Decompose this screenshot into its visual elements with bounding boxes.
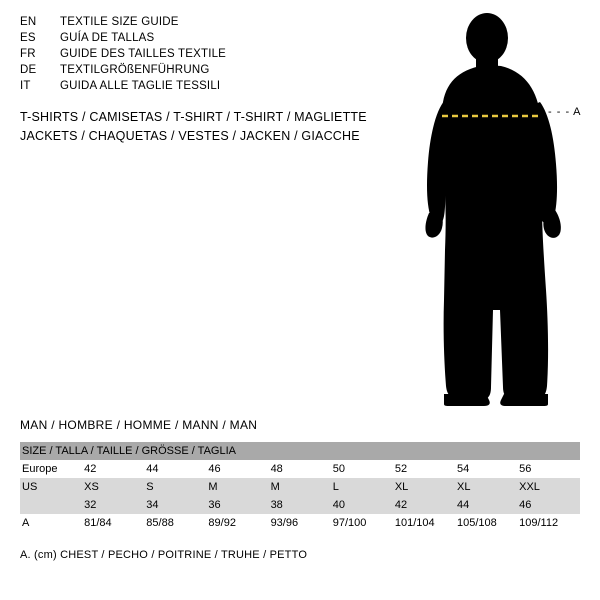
measurement-footnote: A. (cm) CHEST / PECHO / POITRINE / TRUHE / PETTO	[20, 549, 308, 561]
row-value: S	[144, 478, 206, 496]
row-label: Europe	[20, 460, 82, 478]
table-row	[20, 478, 580, 496]
table-title: MAN / HOMBRE / HOMME / MANN / MAN	[20, 418, 258, 432]
table-header-row	[20, 442, 580, 460]
legend-text: TEXTILGRÖßENFÜHRUNG	[60, 64, 210, 76]
row-value: 38	[269, 496, 331, 514]
legend-code: FR	[20, 48, 36, 60]
table-row	[20, 496, 580, 514]
row-value: 109/112	[517, 514, 580, 532]
row-value: 40	[331, 496, 393, 514]
row-value: 50	[331, 460, 393, 478]
row-value: XXL	[517, 478, 580, 496]
legend-text: TEXTILE SIZE GUIDE	[60, 16, 179, 28]
chest-callout	[548, 106, 581, 118]
legend-text: GUIDE DES TAILLES TEXTILE	[60, 48, 227, 60]
table-row	[20, 514, 580, 532]
legend-text: GUIDA ALLE TAGLIE TESSILI	[60, 80, 221, 92]
male-silhouette-figure	[400, 10, 600, 410]
row-value: 48	[269, 460, 331, 478]
table-row	[20, 460, 580, 478]
row-value: L	[331, 478, 393, 496]
legend-code: EN	[20, 16, 37, 28]
row-value: 54	[455, 460, 517, 478]
category-jackets: JACKETS / CHAQUETAS / VESTES / JACKEN / GIACCHE	[20, 129, 360, 143]
callout-label: A	[573, 106, 581, 118]
table-header-label: SIZE / TALLA / TAILLE / GRÖSSE / TAGLIA	[20, 442, 580, 460]
row-value: 34	[144, 496, 206, 514]
row-value: XL	[393, 478, 455, 496]
row-label: US	[20, 478, 82, 496]
row-value: 101/104	[393, 514, 455, 532]
garment-categories	[20, 110, 420, 148]
legend-row	[20, 32, 380, 48]
row-value: 42	[82, 460, 144, 478]
size-table	[20, 442, 580, 532]
legend-row	[20, 48, 380, 64]
row-value: XS	[82, 478, 144, 496]
row-value: 56	[517, 460, 580, 478]
legend-row	[20, 16, 380, 32]
row-value: 52	[393, 460, 455, 478]
row-value: 89/92	[206, 514, 268, 532]
row-value: 46	[517, 496, 580, 514]
row-value: 32	[82, 496, 144, 514]
legend-code: DE	[20, 64, 37, 76]
row-label	[20, 496, 82, 514]
row-value: 44	[144, 460, 206, 478]
row-value: M	[269, 478, 331, 496]
silhouette-shape	[425, 13, 560, 406]
row-value: 85/88	[144, 514, 206, 532]
row-value: 44	[455, 496, 517, 514]
language-legend	[20, 16, 380, 96]
callout-dashes: - - -	[548, 106, 571, 118]
legend-text: GUÍA DE TALLAS	[60, 32, 155, 44]
row-value: M	[206, 478, 268, 496]
row-value: 81/84	[82, 514, 144, 532]
legend-row	[20, 80, 380, 96]
legend-row	[20, 64, 380, 80]
legend-code: IT	[20, 80, 31, 92]
row-value: 42	[393, 496, 455, 514]
row-value: 46	[206, 460, 268, 478]
row-value: 105/108	[455, 514, 517, 532]
row-value: 36	[206, 496, 268, 514]
row-label: A	[20, 514, 82, 532]
row-value: 93/96	[269, 514, 331, 532]
legend-code: ES	[20, 32, 36, 44]
row-value: 97/100	[331, 514, 393, 532]
category-tshirts: T-SHIRTS / CAMISETAS / T-SHIRT / T-SHIRT / MAGLIETTE	[20, 110, 367, 124]
row-value: XL	[455, 478, 517, 496]
